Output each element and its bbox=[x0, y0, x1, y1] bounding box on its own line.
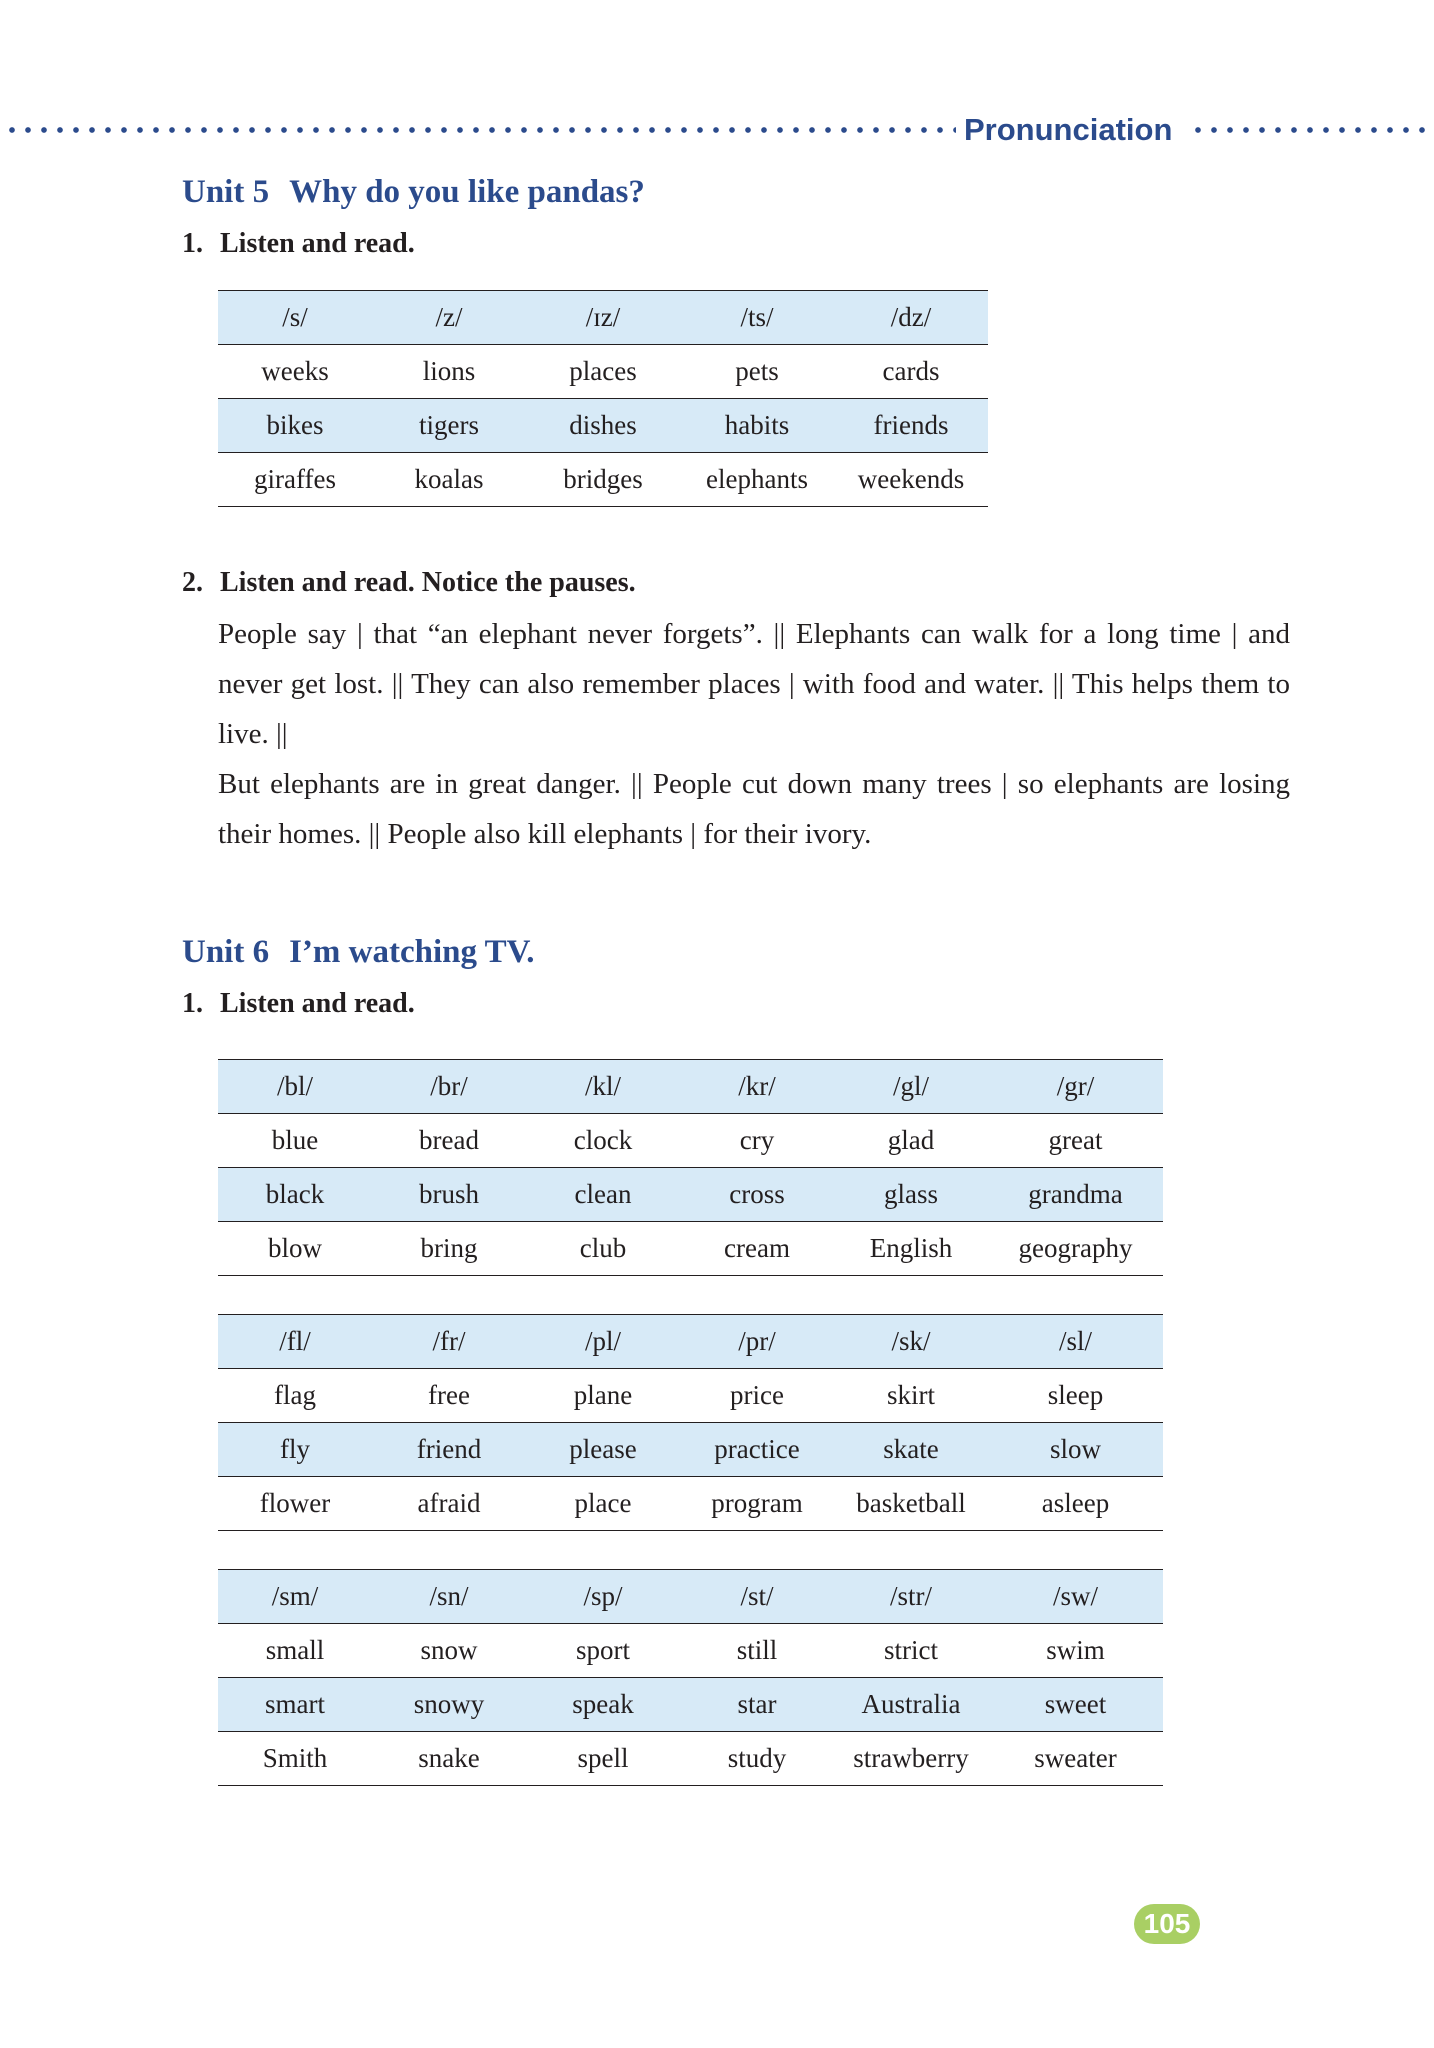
word-cell: koalas bbox=[414, 464, 484, 494]
word-cell: giraffes bbox=[254, 464, 336, 494]
section-title: Listen and read. bbox=[220, 228, 415, 259]
phoneme-header: /gr/ bbox=[1056, 1071, 1095, 1101]
word-cell: flag bbox=[274, 1380, 316, 1410]
word-cell: weekends bbox=[857, 464, 965, 494]
word-cell: price bbox=[730, 1380, 784, 1410]
word-cell: fly bbox=[280, 1434, 310, 1464]
word-cell: speak bbox=[572, 1689, 634, 1719]
word-cell: habits bbox=[724, 410, 790, 440]
phoneme-header: /br/ bbox=[430, 1071, 468, 1101]
section-number: 2. bbox=[182, 567, 203, 598]
word-cell: cards bbox=[882, 356, 940, 386]
phoneme-header: /sp/ bbox=[583, 1581, 623, 1611]
phoneme-header: /str/ bbox=[889, 1581, 932, 1611]
word-cell: friend bbox=[416, 1434, 482, 1464]
word-cell: practice bbox=[714, 1434, 800, 1464]
word-cell: basketball bbox=[856, 1488, 966, 1518]
word-cell: cream bbox=[724, 1233, 790, 1263]
word-cell: plane bbox=[573, 1380, 633, 1410]
phoneme-header: /sw/ bbox=[1052, 1581, 1098, 1611]
word-cell: sport bbox=[576, 1635, 630, 1665]
phoneme-header: /dz/ bbox=[890, 302, 932, 332]
table-row bbox=[218, 1477, 1163, 1531]
unit6-title: I’m watching TV. bbox=[289, 934, 535, 970]
table-row bbox=[218, 1678, 1163, 1732]
section-title: Listen and read. bbox=[220, 988, 415, 1019]
word-cell: English bbox=[869, 1233, 953, 1263]
word-cell: cross bbox=[729, 1179, 785, 1209]
word-cell: brush bbox=[419, 1179, 479, 1209]
word-cell: strawberry bbox=[853, 1743, 969, 1773]
word-cell: spell bbox=[577, 1743, 629, 1773]
word-cell: study bbox=[727, 1743, 787, 1773]
word-cell: grandma bbox=[1028, 1179, 1123, 1209]
page-header bbox=[0, 112, 1434, 148]
header-dot-rule-right bbox=[1190, 127, 1434, 133]
word-cell: friends bbox=[873, 410, 949, 440]
page-number-badge: 105 bbox=[1134, 1904, 1200, 1944]
table-row bbox=[218, 1168, 1163, 1222]
table-row bbox=[218, 1732, 1163, 1786]
word-cell: bikes bbox=[266, 410, 324, 440]
word-cell: great bbox=[1048, 1125, 1103, 1155]
unit5-number: Unit 5 bbox=[182, 174, 270, 210]
phoneme-header: /pl/ bbox=[584, 1326, 621, 1356]
unit5-heading bbox=[182, 174, 645, 211]
phoneme-header: /sm/ bbox=[271, 1581, 319, 1611]
word-cell: geography bbox=[1018, 1233, 1133, 1263]
unit5-title: Why do you like pandas? bbox=[289, 174, 645, 210]
unit5-section2-heading bbox=[182, 567, 636, 599]
unit5-phonics-table bbox=[218, 290, 988, 507]
word-cell: program bbox=[711, 1488, 803, 1518]
word-cell: still bbox=[736, 1635, 778, 1665]
table-row bbox=[218, 345, 988, 399]
word-cell: place bbox=[574, 1488, 632, 1518]
word-cell: clean bbox=[574, 1179, 632, 1209]
phoneme-header: /ɪz/ bbox=[585, 302, 621, 332]
word-cell: swim bbox=[1046, 1635, 1105, 1665]
word-cell: blow bbox=[268, 1233, 322, 1263]
unit6-number: Unit 6 bbox=[182, 934, 270, 970]
word-cell: skate bbox=[883, 1434, 939, 1464]
phoneme-header: /st/ bbox=[740, 1581, 774, 1611]
word-cell: slow bbox=[1049, 1434, 1101, 1464]
phoneme-header: /s/ bbox=[282, 302, 308, 332]
phoneme-header: /sn/ bbox=[429, 1581, 469, 1611]
unit6-phonics-table-3 bbox=[218, 1569, 1163, 1786]
word-cell: snow bbox=[420, 1635, 478, 1665]
word-cell: black bbox=[265, 1179, 325, 1209]
word-cell: bread bbox=[419, 1125, 479, 1155]
word-cell: afraid bbox=[417, 1488, 481, 1518]
word-cell: star bbox=[737, 1689, 777, 1719]
phoneme-header: /kr/ bbox=[738, 1071, 776, 1101]
table-row bbox=[218, 1369, 1163, 1423]
table-row bbox=[218, 453, 988, 507]
word-cell: please bbox=[569, 1434, 637, 1464]
word-cell: glass bbox=[884, 1179, 938, 1209]
header-title: Pronunciation bbox=[964, 112, 1173, 147]
phoneme-header: /bl/ bbox=[276, 1071, 313, 1101]
word-cell: dishes bbox=[569, 410, 637, 440]
word-cell: club bbox=[579, 1233, 627, 1263]
word-cell: tigers bbox=[419, 410, 479, 440]
word-cell: cry bbox=[739, 1125, 775, 1155]
word-cell: elephants bbox=[706, 464, 808, 494]
table-header-row bbox=[218, 1060, 1163, 1114]
phoneme-header: /gl/ bbox=[892, 1071, 929, 1101]
word-cell: Australia bbox=[861, 1689, 961, 1719]
phoneme-header: /fl/ bbox=[279, 1326, 311, 1356]
word-cell: glad bbox=[887, 1125, 935, 1155]
unit5-passage bbox=[218, 609, 1290, 859]
table-header-row bbox=[218, 1315, 1163, 1369]
table-header-row bbox=[218, 1570, 1163, 1624]
passage-paragraph: But elephants are in great danger. || People cut down many trees | so elephants are losing their homes. || People also kill elephants | for their ivory. bbox=[218, 768, 1290, 850]
table-row bbox=[218, 1624, 1163, 1678]
word-cell: places bbox=[569, 356, 637, 386]
word-cell: skirt bbox=[886, 1380, 935, 1410]
table-header-row bbox=[218, 291, 988, 345]
table-row bbox=[218, 399, 988, 453]
unit6-phonics-table-1 bbox=[218, 1059, 1163, 1276]
phoneme-header: /ts/ bbox=[740, 302, 774, 332]
unit6-section1-heading bbox=[182, 988, 415, 1020]
word-cell: flower bbox=[259, 1488, 331, 1518]
unit5-section1-heading bbox=[182, 228, 415, 260]
unit6-phonics-table-2 bbox=[218, 1314, 1163, 1531]
word-cell: lions bbox=[422, 356, 476, 386]
section-title: Listen and read. Notice the pauses. bbox=[220, 567, 636, 598]
unit6-heading bbox=[182, 934, 535, 971]
phoneme-header: /z/ bbox=[435, 302, 463, 332]
passage-paragraph: People say | that “an elephant never forgets”. || Elephants can walk for a long time | and never get lost. || They can also remember places | with food and water. || This helps them to live. || bbox=[218, 618, 1290, 750]
word-cell: smart bbox=[265, 1689, 325, 1719]
phoneme-header: /sk/ bbox=[891, 1326, 931, 1356]
section-number: 1. bbox=[182, 228, 203, 259]
table-row bbox=[218, 1222, 1163, 1276]
phoneme-header: /kl/ bbox=[584, 1071, 621, 1101]
word-cell: sweater bbox=[1034, 1743, 1117, 1773]
word-cell: asleep bbox=[1041, 1488, 1110, 1518]
word-cell: clock bbox=[573, 1125, 633, 1155]
word-cell: strict bbox=[884, 1635, 938, 1665]
phoneme-header: /pr/ bbox=[738, 1326, 776, 1356]
word-cell: snowy bbox=[413, 1689, 485, 1719]
word-cell: bridges bbox=[563, 464, 643, 494]
header-dot-rule-left bbox=[4, 127, 956, 133]
word-cell: sweet bbox=[1044, 1689, 1107, 1719]
word-cell: bring bbox=[420, 1233, 478, 1263]
table-row bbox=[218, 1423, 1163, 1477]
word-cell: snake bbox=[418, 1743, 480, 1773]
phoneme-header: /sl/ bbox=[1058, 1326, 1092, 1356]
word-cell: sleep bbox=[1047, 1380, 1104, 1410]
phoneme-header: /fr/ bbox=[432, 1326, 466, 1356]
table-row bbox=[218, 1114, 1163, 1168]
word-cell: Smith bbox=[262, 1743, 328, 1773]
word-cell: weeks bbox=[261, 356, 329, 386]
word-cell: small bbox=[265, 1635, 325, 1665]
word-cell: blue bbox=[271, 1125, 319, 1155]
word-cell: free bbox=[428, 1380, 470, 1410]
section-number: 1. bbox=[182, 988, 203, 1019]
word-cell: pets bbox=[735, 356, 779, 386]
